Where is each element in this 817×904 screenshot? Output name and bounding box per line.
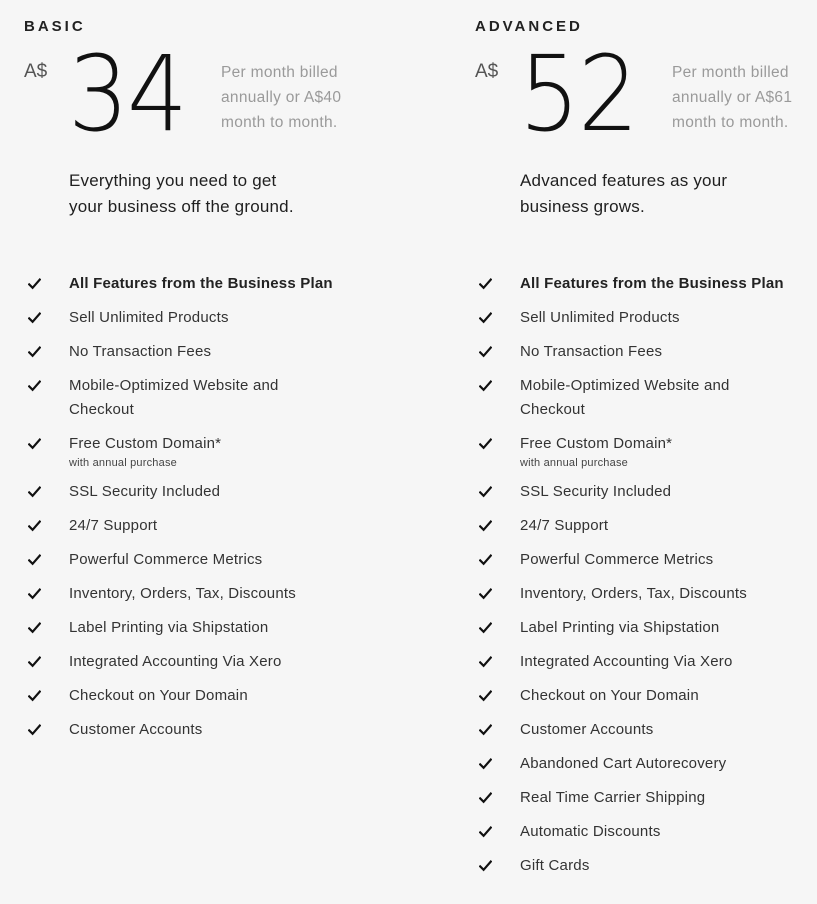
checkmark-icon <box>28 486 41 498</box>
feature-item <box>475 718 815 742</box>
price-amount: 34 <box>68 33 187 155</box>
price-note <box>221 60 371 135</box>
feature-label: Label Printing via Shipstation <box>69 619 269 636</box>
feature-item <box>475 786 815 810</box>
feature-item <box>24 582 364 606</box>
checkmark-icon <box>479 656 492 668</box>
checkmark-icon <box>28 724 41 736</box>
price-amount: 52 <box>519 33 638 155</box>
feature-item <box>24 306 364 330</box>
checkmark-icon <box>28 690 41 702</box>
feature-item <box>475 854 815 878</box>
feature-label: Powerful Commerce Metrics <box>520 551 714 568</box>
feature-item <box>475 514 815 538</box>
checkmark-icon <box>28 380 41 392</box>
checkmark-icon <box>28 278 41 290</box>
feature-list <box>475 272 815 878</box>
feature-footnote: with annual purchase <box>69 457 177 469</box>
price-note-line: month to month. <box>221 114 338 131</box>
checkmark-icon <box>479 860 492 872</box>
feature-item <box>24 480 364 504</box>
feature-label: Mobile-Optimized Website and <box>69 377 279 394</box>
feature-item <box>24 514 364 538</box>
feature-label: Checkout on Your Domain <box>520 687 699 704</box>
feature-item <box>475 616 815 640</box>
checkmark-icon <box>479 622 492 634</box>
feature-item <box>475 306 815 330</box>
checkmark-icon <box>479 520 492 532</box>
feature-label: SSL Security Included <box>69 483 221 500</box>
checkmark-icon <box>28 520 41 532</box>
tagline-line: business grows. <box>520 197 645 216</box>
currency-symbol: A$ <box>24 61 48 82</box>
feature-item <box>24 650 364 674</box>
checkmark-icon <box>479 486 492 498</box>
checkmark-icon <box>479 346 492 358</box>
feature-item <box>475 548 815 572</box>
checkmark-icon <box>28 438 41 450</box>
checkmark-icon <box>28 622 41 634</box>
feature-item <box>24 374 364 422</box>
checkmark-icon <box>479 312 492 324</box>
feature-item <box>475 480 815 504</box>
feature-item <box>24 432 364 470</box>
feature-label: All Features from the Business Plan <box>69 275 333 292</box>
checkmark-icon <box>479 588 492 600</box>
feature-label: Inventory, Orders, Tax, Discounts <box>520 585 747 602</box>
feature-label: Powerful Commerce Metrics <box>69 551 263 568</box>
checkmark-icon <box>479 826 492 838</box>
feature-item <box>475 272 815 296</box>
price-note-line: Per month billed <box>221 64 338 81</box>
checkmark-icon <box>479 792 492 804</box>
feature-label: 24/7 Support <box>520 517 609 534</box>
plan-tagline <box>520 168 800 220</box>
checkmark-icon <box>479 758 492 770</box>
feature-label: Abandoned Cart Autorecovery <box>520 755 727 772</box>
tagline-line: Advanced features as your <box>520 171 728 190</box>
checkmark-icon <box>479 380 492 392</box>
checkmark-icon <box>28 656 41 668</box>
checkmark-icon <box>479 438 492 450</box>
price-note-line: Per month billed <box>672 64 789 81</box>
feature-label: No Transaction Fees <box>520 343 663 360</box>
checkmark-icon <box>28 554 41 566</box>
feature-label: Integrated Accounting Via Xero <box>69 653 282 670</box>
feature-label: All Features from the Business Plan <box>520 275 784 292</box>
feature-item <box>24 684 364 708</box>
checkmark-icon <box>479 690 492 702</box>
feature-label: Checkout on Your Domain <box>69 687 248 704</box>
feature-item <box>475 752 815 776</box>
feature-item <box>475 684 815 708</box>
feature-label: Inventory, Orders, Tax, Discounts <box>69 585 296 602</box>
feature-label: Customer Accounts <box>69 721 203 738</box>
feature-label: Gift Cards <box>520 857 590 874</box>
feature-item <box>24 548 364 572</box>
feature-label: Automatic Discounts <box>520 823 661 840</box>
feature-label: Real Time Carrier Shipping <box>520 789 706 806</box>
feature-item <box>24 272 364 296</box>
tagline-line: Everything you need to get <box>69 171 277 190</box>
feature-list <box>24 272 364 742</box>
feature-label: Free Custom Domain* <box>69 435 222 452</box>
feature-label: SSL Security Included <box>520 483 672 500</box>
checkmark-icon <box>479 278 492 290</box>
feature-item <box>475 432 815 470</box>
feature-item <box>475 582 815 606</box>
checkmark-icon <box>28 312 41 324</box>
feature-label: Sell Unlimited Products <box>520 309 680 326</box>
plan-name: ADVANCED <box>475 18 583 35</box>
feature-label-continued: Checkout <box>69 401 134 418</box>
feature-item <box>475 340 815 364</box>
price-note-line: month to month. <box>672 114 789 131</box>
feature-item <box>24 340 364 364</box>
feature-footnote: with annual purchase <box>520 457 628 469</box>
price-note <box>672 60 817 135</box>
feature-label: Sell Unlimited Products <box>69 309 229 326</box>
checkmark-icon <box>479 724 492 736</box>
feature-label: Integrated Accounting Via Xero <box>520 653 733 670</box>
feature-item <box>24 616 364 640</box>
feature-item <box>24 718 364 742</box>
feature-label: Label Printing via Shipstation <box>520 619 720 636</box>
feature-label: Customer Accounts <box>520 721 654 738</box>
feature-item <box>475 650 815 674</box>
checkmark-icon <box>479 554 492 566</box>
checkmark-icon <box>28 346 41 358</box>
tagline-line: your business off the ground. <box>69 197 294 216</box>
price-note-line: annually or A$61 <box>672 89 793 106</box>
plan-tagline <box>69 168 349 220</box>
feature-label: No Transaction Fees <box>69 343 212 360</box>
checkmark-icon <box>28 588 41 600</box>
feature-item <box>475 820 815 844</box>
feature-label-continued: Checkout <box>520 401 585 418</box>
feature-label: Mobile-Optimized Website and <box>520 377 730 394</box>
feature-label: Free Custom Domain* <box>520 435 673 452</box>
plan-name: BASIC <box>24 18 86 35</box>
feature-item <box>475 374 815 422</box>
feature-label: 24/7 Support <box>69 517 158 534</box>
price-note-line: annually or A$40 <box>221 89 342 106</box>
currency-symbol: A$ <box>475 61 499 82</box>
